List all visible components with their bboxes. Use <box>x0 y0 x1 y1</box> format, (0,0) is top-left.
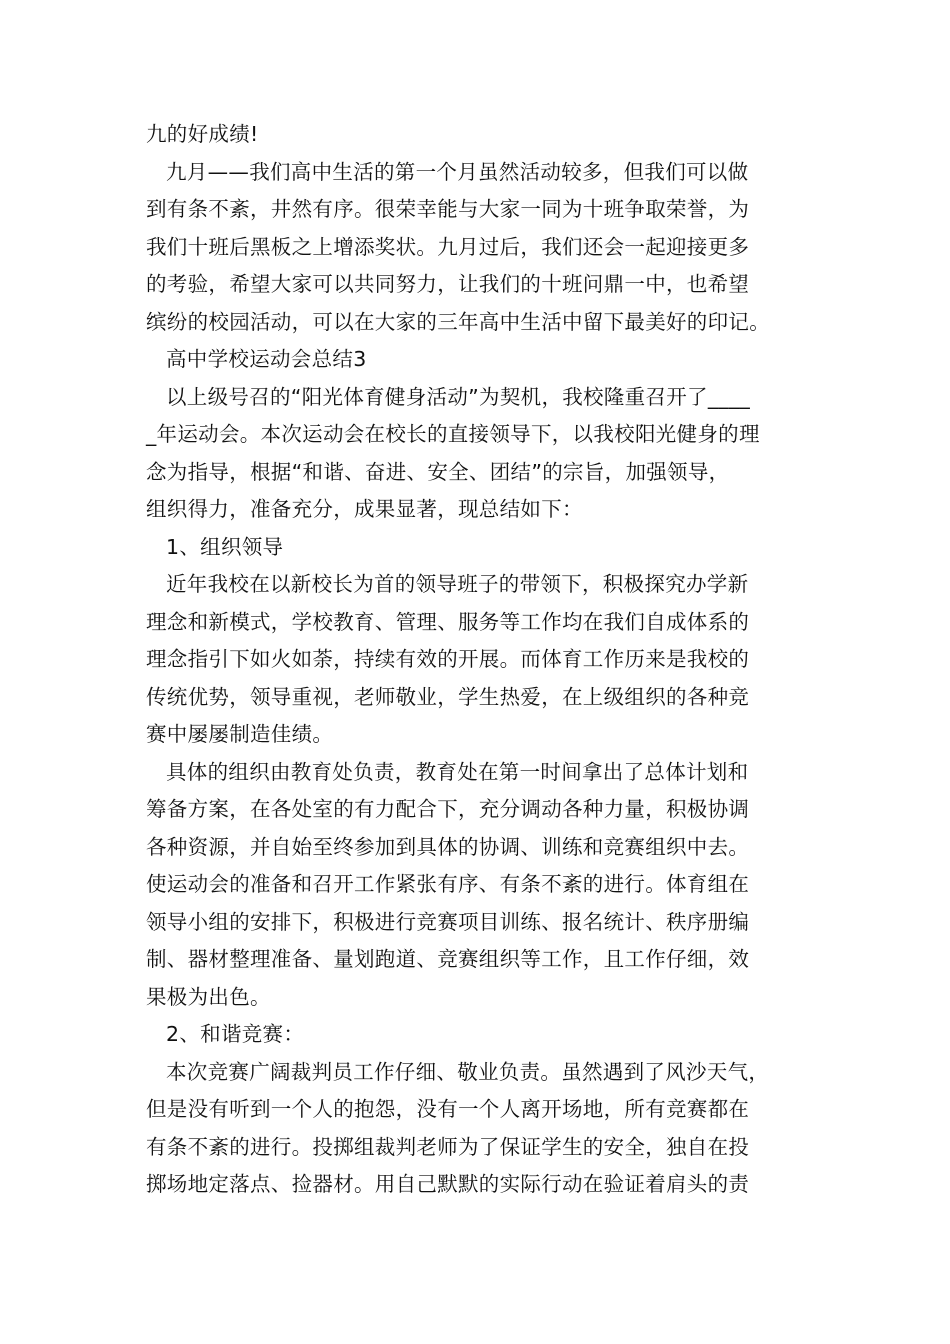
text-line: 理念和新模式，学校教育、管理、服务等工作均在我们自成体系的 <box>146 609 750 634</box>
text-line: 各种资源，并自始至终参加到具体的协调、训练和竞赛组织中去。 <box>146 834 750 859</box>
text-line: 念为指导，根据“和谐、奋进、安全、团结”的宗旨，加强领导， <box>146 459 730 484</box>
text-line: 的考验，希望大家可以共同努力，让我们的十班问鼎一中，也希望 <box>146 272 750 296</box>
text-line: 赛中屡屡制造佳绩。 <box>146 722 334 746</box>
text-line: 有条不紊的进行。投掷组裁判老师为了保证学生的安全，独自在投 <box>146 1134 750 1159</box>
text-line: 掷场地定落点、捡器材。用自己默默的实际行动在验证着肩头的责 <box>146 1172 750 1196</box>
text-line: 缤纷的校园活动，可以在大家的三年高中生活中留下最美好的印记。 <box>146 309 770 334</box>
text-line: 理念指引下如火如荼，持续有效的开展。而体育工作历来是我校的 <box>146 647 750 671</box>
text-line: 具体的组织由教育处负责，教育处在第一时间拿出了总体计划和 <box>166 759 749 784</box>
text-line: 使运动会的准备和召开工作紧张有序、有条不紊的进行。体育组在 <box>146 872 750 896</box>
text-line: 近年我校在以新校长为首的领导班子的带领下，积极探究办学新 <box>166 572 749 596</box>
text-line: 筹备方案，在各处室的有力配合下，充分调动各种力量，积极协调 <box>146 797 750 821</box>
text-line: 制、器材整理准备、量划跑道、竞赛组织等工作，且工作仔细，效 <box>146 947 750 971</box>
text-line: 2、和谐竞赛： <box>166 1022 305 1046</box>
text-line: 本次竞赛广阔裁判员工作仔细、敬业负责。虽然遇到了风沙天气， <box>166 1059 770 1084</box>
text-line: 但是没有听到一个人的抱怨，没有一个人离开场地，所有竞赛都在 <box>146 1097 750 1121</box>
text-line: 我们十班后黑板之上增添奖状。九月过后，我们还会一起迎接更多 <box>146 234 750 259</box>
text-line: 组织得力，准备充分，成果显著，现总结如下： <box>146 497 583 521</box>
text-line: 九的好成绩! <box>146 122 259 146</box>
text-line: 到有条不紊，井然有序。很荣幸能与大家一同为十班争取荣誉，为 <box>146 197 750 221</box>
text-line: _年运动会。本次运动会在校长的直接领导下，以我校阳光健身的理 <box>146 422 760 446</box>
text-line: 高中学校运动会总结3 <box>166 347 367 371</box>
text-line: 以上级号召的“阳光体育健身活动”为契机，我校隆重召开了____ <box>166 384 751 409</box>
text-line: 九月——我们高中生活的第一个月虽然活动较多，但我们可以做 <box>166 159 749 184</box>
document-body <box>146 116 806 1204</box>
text-line: 传统优势，领导重视，老师敬业，学生热爱，在上级组织的各种竞 <box>146 684 750 709</box>
text-line: 果极为出色。 <box>146 984 271 1009</box>
text-line: 领导小组的安排下，积极进行竞赛项目训练、报名统计、秩序册编 <box>146 909 750 934</box>
text-line: 1、组织领导 <box>166 534 284 559</box>
